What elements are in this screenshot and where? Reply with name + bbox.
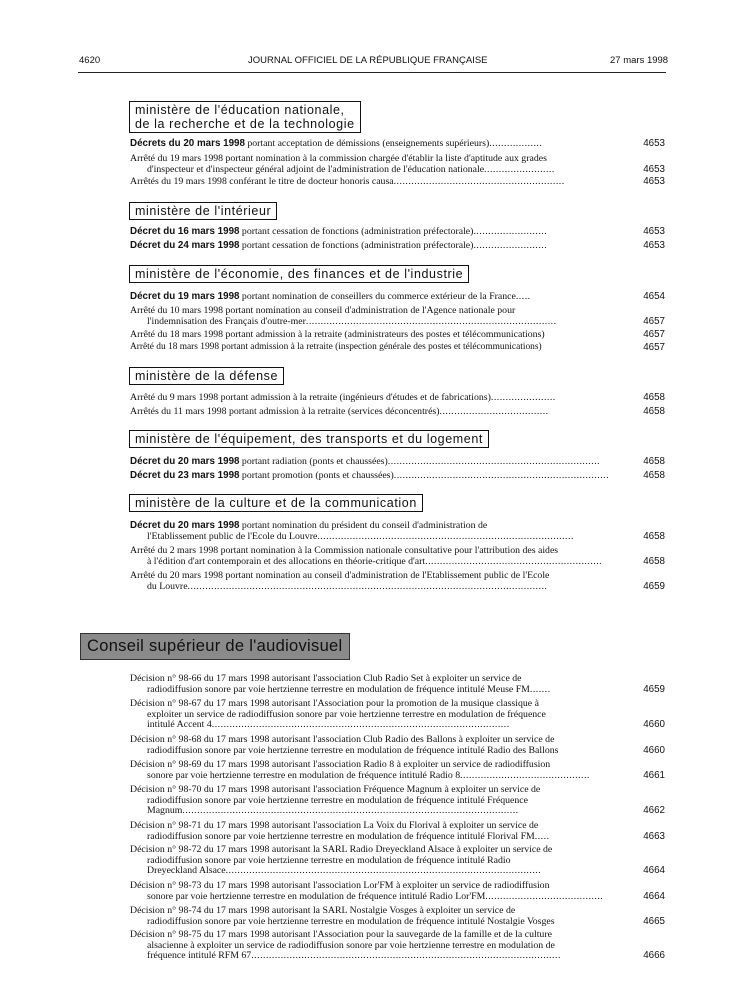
entry-text: sonore par voie hertzienne terrestre en modulation de fréquence intitulé Radio 8 <box>147 769 461 781</box>
entry-text: Arrêté du 20 mars 1998 portant nomination au conseil d'administration de l'Etablissement public de l'Ecole <box>130 570 550 581</box>
entry-text: alsacienne à exploiter un service de radiodiffusion sonore par voie hertzienne terrestre en modulation de <box>147 939 555 951</box>
section-title-education <box>129 101 361 133</box>
entry-page: 4660 <box>643 744 665 756</box>
entry-page: 4663 <box>643 830 665 842</box>
entry-page: 4657 <box>643 329 665 340</box>
section-title-line: ministère de la culture et de la communication <box>135 496 417 510</box>
entry-text: Décision n° 98-68 du 17 mars 1998 autorisant l'association Club Radio des Ballons à exploiter un service de <box>130 734 555 745</box>
running-header <box>0 55 731 69</box>
entry-page: 4659 <box>643 581 665 592</box>
entry-text: portant cessation de fonctions (administration préfectorale) <box>239 240 474 251</box>
entry-page: 4658 <box>643 406 665 417</box>
entry-text: Arrêtés du 19 mars 1998 conférant le titre de docteur honoris causa <box>130 176 394 187</box>
entry-text: portant acceptation de démissions (enseignements supérieurs) <box>244 138 490 149</box>
entry-text: Décision n° 98-67 du 17 mars 1998 autorisant l'Association pour la promotion de la musique classique à <box>130 698 539 709</box>
entry-page: 4653 <box>643 240 665 251</box>
section-title-equipement <box>129 430 489 448</box>
entry-text: radiodiffusion sonore par voie hertzienne terrestre en modulation de fréquence intitulé Radio des Ballons <box>147 744 559 756</box>
entry-page: 4658 <box>643 392 665 403</box>
summary-entry: Arrêté du 20 mars 1998 portant nomination au conseil d'administration de l'Etablissement public de l'Ecole du Louvre.......................................................................................................................... 4659 <box>130 570 665 592</box>
summary-entry: Arrêté du 9 mars 1998 portant admission à la retraite (ingénieurs d'études et de fabrications)...................... 4658 <box>130 392 665 403</box>
entry-text: l'indemnisation des Français d'outre-mer <box>147 316 306 327</box>
section-title-line: de la recherche et de la technologie <box>135 117 355 131</box>
section-title-line: ministère de l'intérieur <box>135 204 272 218</box>
issue-date: 27 mars 1998 <box>610 55 669 66</box>
entry-text: portant nomination du président du conseil d'administration de <box>239 520 488 531</box>
decision-entry <box>130 906 665 927</box>
summary-entry: Décret du 16 mars 1998 portant cessation de fonctions (administration préfectorale)......................... 4653 <box>130 226 665 237</box>
entry-text: radiodiffusion sonore par voie hertzienne terrestre en modulation de fréquence intitulé Radio <box>147 854 511 866</box>
entry-bold-lead: Décret du 20 mars 1998 <box>130 520 240 531</box>
summary-entry <box>130 342 665 353</box>
decision-entry: Décision n° 98-75 du 17 mars 1998 autorisant l'Association pour la sauvegarde de la famille et de la culture alsacienne à exploiter un service de radiodiffusion sonore par voie hertzienne terrestre en modulation de fréquence intitulé RFM 67......................................................................................................... 4666 <box>130 929 665 962</box>
entry-bold-lead: Décret du 16 mars 1998 <box>130 226 240 237</box>
entry-text: radiodiffusion sonore par voie hertzienne terrestre en modulation de fréquence intitulé Florival FM <box>147 830 535 842</box>
entry-text: d'inspecteur et d'inspecteur général adjoint de l'administration de l'éducation nationale <box>147 164 485 175</box>
entry-text: portant radiation (ponts et chaussées) <box>239 456 388 467</box>
entry-text: portant promotion (ponts et chaussées) <box>239 470 394 481</box>
entry-text: intitulé Accent 4 <box>147 719 212 731</box>
decision-entry: Décision n° 98-67 du 17 mars 1998 autorisant l'Association pour la promotion de la musique classique à exploiter un service de radiodiffusion sonore par voie hertzienne terrestre en modulation de fréquence intitulé Accent 4..................................................................................................... 4660 <box>130 698 665 731</box>
entry-page: 4658 <box>643 470 665 481</box>
entry-page: 4653 <box>643 226 665 237</box>
entry-text: radiodiffusion sonore par voie hertzienne terrestre en modulation de fréquence intitulé Meuse FM <box>147 683 530 695</box>
decision-entry: Décision n° 98-71 du 17 mars 1998 autorisant l'association La Voix du Florival à exploiter un service de radiodiffusion sonore par voie hertzienne terrestre en modulation de fréquence intitulé Florival FM..... 4663 <box>130 820 665 842</box>
journal-title: JOURNAL OFFICIEL DE LA RÉPUBLIQUE FRANÇAISE <box>248 55 488 66</box>
summary-entry: Décret du 23 mars 1998 portant promotion (ponts et chaussées)......................................................................... 4658 <box>130 470 665 481</box>
section-title-line: ministère de l'équipement, des transports et du logement <box>135 432 483 446</box>
entry-page: 4662 <box>643 805 665 817</box>
summary-entry: Arrêté du 2 mars 1998 portant nomination à la Commission nationale consultative pour l'attribution des aides à l'édition d'art contemporain et des allocations en théorie-critique d'art............................................................ 4658 <box>130 545 665 567</box>
entry-page: 4657 <box>643 342 665 353</box>
entry-text: sonore par voie hertzienne terrestre en modulation de fréquence intitulé Radio Lor'FM <box>147 890 486 902</box>
summary-entry: Décret du 19 mars 1998 portant nomination de conseillers du commerce extérieur de la France..... 4654 <box>130 291 665 302</box>
entry-bold-lead: Décret du 20 mars 1998 <box>130 456 240 467</box>
entry-page: 4653 <box>643 164 665 175</box>
entry-page: 4653 <box>643 138 665 149</box>
summary-entry <box>130 329 665 340</box>
entry-text: Arrêté du 2 mars 1998 portant nomination à la Commission nationale consultative pour l'attribution des aides <box>130 545 559 556</box>
entry-page: 4653 <box>643 176 665 187</box>
decision-entry: Décision n° 98-69 du 17 mars 1998 autorisant l'association Radio 8 à exploiter un service de radiodiffusion sonore par voie hertzienne terrestre en modulation de fréquence intitulé Radio 8............................................ 4661 <box>130 759 665 781</box>
summary-entry: Arrêtés du 19 mars 1998 conférant le titre de docteur honoris causa.......................................................... 4653 <box>130 176 665 187</box>
entry-text: Décision n° 98-73 du 17 mars 1998 autorisant l'association Lor'FM à exploiter un service de radiodiffusion <box>130 880 550 891</box>
entry-text: Arrêté du 9 mars 1998 portant admission à la retraite (ingénieurs d'études et de fabrications) <box>130 392 491 403</box>
entry-bold-lead: Décrets du 20 mars 1998 <box>130 138 245 149</box>
entry-text: Arrêté du 10 mars 1998 portant nomination au conseil d'administration de l'Agence nationale pour <box>130 305 516 316</box>
decision-entry: Décision n° 98-72 du 17 mars 1998 autorisant la SARL Radio Dreyeckland Alsace à exploiter un service de radiodiffusion sonore par voie hertzienne terrestre en modulation de fréquence intitulé Radio Dreyeckland Alsace........................................................................................................... 4664 <box>130 844 665 877</box>
entry-page: 4660 <box>643 719 665 731</box>
summary-entry: Décret du 20 mars 1998 portant nomination du président du conseil d'administration de l'Etablissement public de l'Ecole du Louvre....................................................................................... 4658 <box>130 520 665 542</box>
summary-entry: Décrets du 20 mars 1998 portant acceptation de démissions (enseignements supérieurs).................. 4653 <box>130 138 665 149</box>
entry-text: Décision n° 98-72 du 17 mars 1998 autorisant la SARL Radio Dreyeckland Alsace à exploiter un service de <box>130 844 553 855</box>
entry-text: Arrêté du 19 mars 1998 portant nomination à la commission chargée d'établir la liste d'aptitude aux grades <box>130 153 547 164</box>
entry-text: radiodiffusion sonore par voie hertzienne terrestre en modulation de fréquence intitulé Nostalgie Vosges <box>147 915 555 927</box>
entry-text: exploiter un service de radiodiffusion sonore par voie hertzienne terrestre en modulation de fréquence <box>147 708 546 720</box>
entry-text: Décision n° 98-69 du 17 mars 1998 autorisant l'association Radio 8 à exploiter un service de radiodiffusion <box>130 759 551 770</box>
entry-page: 4657 <box>643 316 665 327</box>
section-title-culture <box>129 494 423 512</box>
entry-text: Décision n° 98-74 du 17 mars 1998 autorisant la SARL Nostalgie Vosges à exploiter un service de <box>130 905 516 916</box>
entry-text: Décision n° 98-66 du 17 mars 1998 autorisant l'association Club Radio Set à exploiter un service de <box>130 673 522 684</box>
section-title-line: ministère de la défense <box>135 369 279 383</box>
summary-entry: Arrêtés du 11 mars 1998 portant admission à la retraite (services déconcentrés)..................................... 4658 <box>130 406 665 417</box>
entry-text: Décision n° 98-70 du 17 mars 1998 autorisant l'association Fréquence Magnum à exploiter un service de <box>130 784 541 795</box>
summary-entry: Arrêté du 19 mars 1998 portant nomination à la commission chargée d'établir la liste d'aptitude aux grades d'inspecteur et d'inspecteur général adjoint de l'administration de l'éducation nationale........................ 4653 <box>130 153 665 175</box>
section-title-defense <box>129 367 284 385</box>
entry-text: Arrêté du 18 mars 1998 portant admission à la retraite (inspection générale des postes et télécommunications) <box>130 342 542 352</box>
summary-entry: Décret du 20 mars 1998 portant radiation (ponts et chaussées)........................................................................ 4658 <box>130 456 665 467</box>
csa-section-title: Conseil supérieur de l'audiovisuel <box>80 633 350 660</box>
entry-text: Arrêtés du 11 mars 1998 portant admission à la retraite (services déconcentrés) <box>130 406 440 417</box>
header-rule <box>78 72 666 73</box>
entry-page: 4658 <box>643 531 665 542</box>
decision-entry: Décision n° 98-66 du 17 mars 1998 autorisant l'association Club Radio Set à exploiter un service de radiodiffusion sonore par voie hertzienne terrestre en modulation de fréquence intitulé Meuse FM....... 4659 <box>130 673 665 695</box>
entry-text: portant nomination de conseillers du commerce extérieur de la France <box>239 291 516 302</box>
entry-page: 4658 <box>643 556 665 567</box>
entry-text: radiodiffusion sonore par voie hertzienne terrestre en modulation de fréquence intitulé Fréquence <box>147 794 528 806</box>
entry-text: à l'édition d'art contemporain et des allocations en théorie-critique d'art <box>147 556 426 567</box>
entry-page: 4665 <box>643 915 665 927</box>
entry-page: 4664 <box>643 865 665 877</box>
entry-page: 4659 <box>643 683 665 695</box>
entry-text: l'Etablissement public de l'Ecole du Louvre <box>147 531 318 542</box>
entry-page: 4654 <box>643 291 665 302</box>
entry-bold-lead: Décret du 24 mars 1998 <box>130 240 240 251</box>
section-title-economie <box>129 265 469 283</box>
section-title-line: ministère de l'économie, des finances et de l'industrie <box>135 267 464 281</box>
decision-entry: Décision n° 98-73 du 17 mars 1998 autorisant l'association Lor'FM à exploiter un service de radiodiffusion sonore par voie hertzienne terrestre en modulation de fréquence intitulé Radio Lor'FM........................................ 4664 <box>130 880 665 902</box>
entry-text: portant cessation de fonctions (administration préfectorale) <box>239 226 474 237</box>
entry-text: Décision n° 98-75 du 17 mars 1998 autorisant l'Association pour la sauvegarde de la famille et de la culture <box>130 929 552 940</box>
entry-text: Magnum <box>147 805 183 817</box>
decision-entry: Décision n° 98-70 du 17 mars 1998 autorisant l'association Fréquence Magnum à exploiter un service de radiodiffusion sonore par voie hertzienne terrestre en modulation de fréquence intitulé Fréquence Magnum.................................................................................................................. 4662 <box>130 784 665 817</box>
entry-page: 4658 <box>643 456 665 467</box>
entry-page: 4664 <box>643 890 665 902</box>
decision-entry <box>130 735 665 756</box>
entry-text: du Louvre <box>147 581 188 592</box>
section-title-line: ministère de l'éducation nationale, <box>135 103 345 117</box>
entry-page: 4666 <box>643 950 665 962</box>
entry-text: Décision n° 98-71 du 17 mars 1998 autorisant l'association La Voix du Florival à exploiter un service de <box>130 820 539 831</box>
entry-page: 4661 <box>643 769 665 781</box>
entry-text: Arrêté du 18 mars 1998 portant admission à la retraite (administrateurs des postes et télécommunications) <box>130 329 545 340</box>
entry-bold-lead: Décret du 19 mars 1998 <box>130 291 240 302</box>
summary-entry: Arrêté du 10 mars 1998 portant nomination au conseil d'administration de l'Agence nationale pour l'indemnisation des Français d'outre-mer..................................................................................... 4657 <box>130 305 665 327</box>
entry-bold-lead: Décret du 23 mars 1998 <box>130 470 240 481</box>
summary-entry: Décret du 24 mars 1998 portant cessation de fonctions (administration préfectorale)......................... 4653 <box>130 240 665 251</box>
section-title-interieur <box>129 202 277 220</box>
page-number: 4620 <box>79 55 101 66</box>
entry-text: Dreyeckland Alsace <box>147 865 226 877</box>
entry-text: fréquence intitulé RFM 67 <box>147 950 252 962</box>
